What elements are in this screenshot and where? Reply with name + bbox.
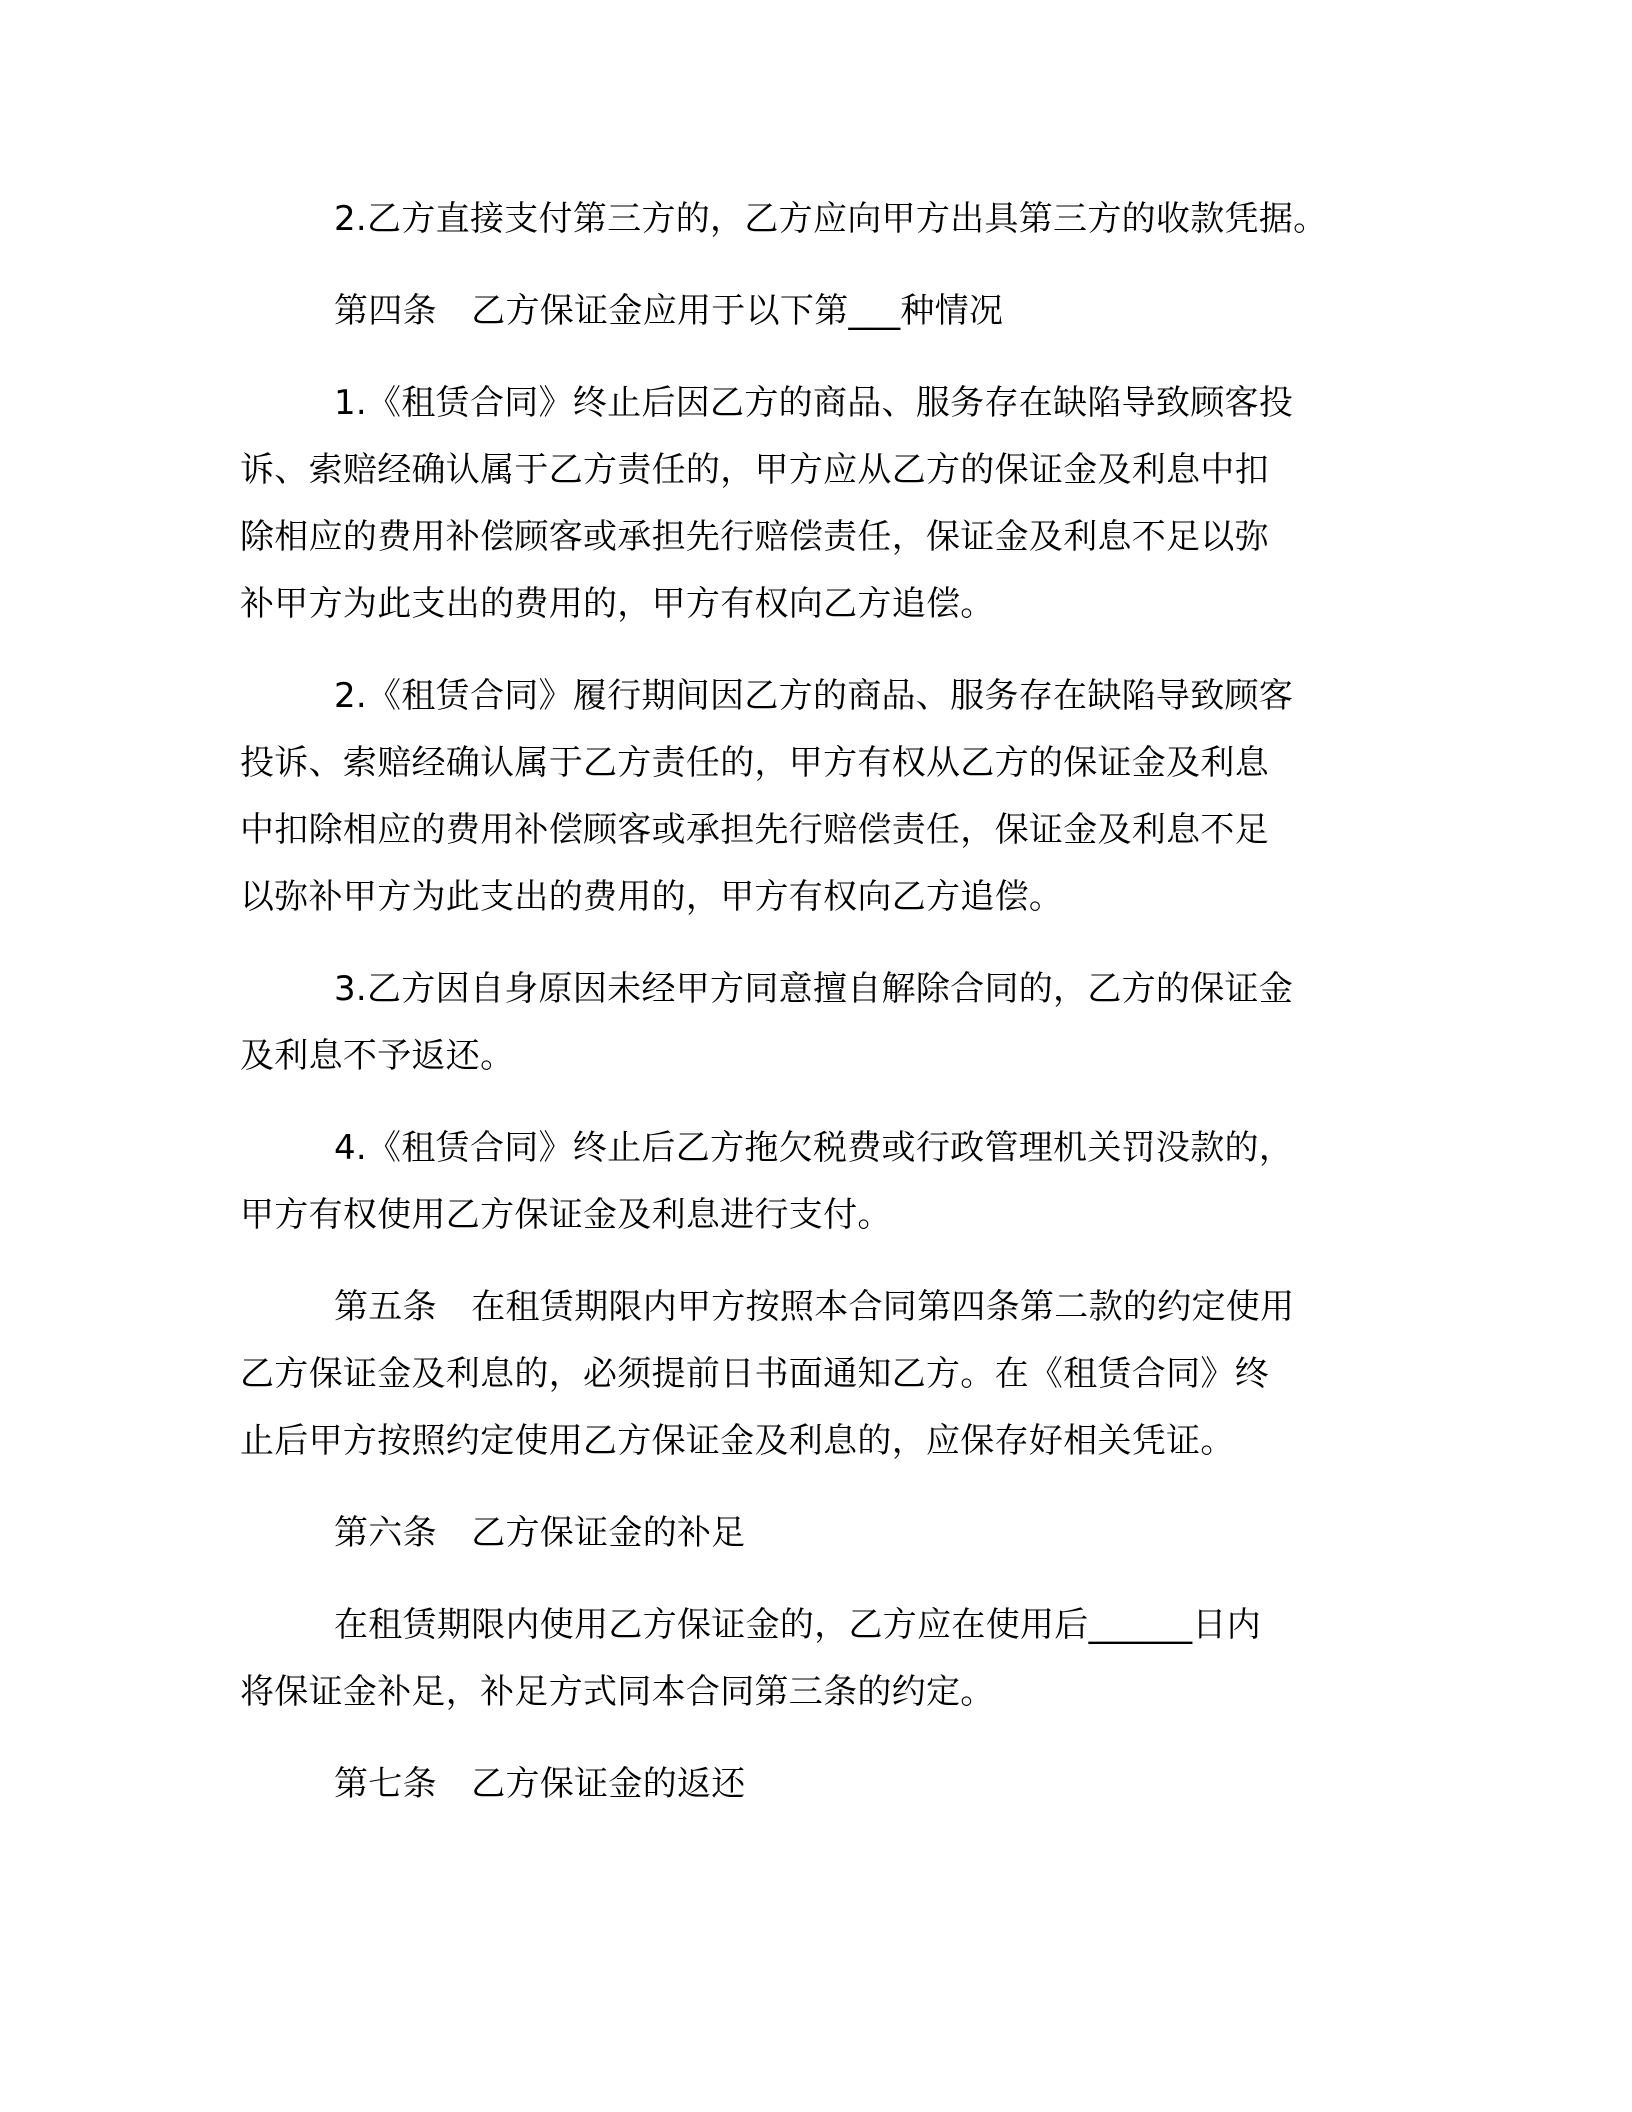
paragraph-article-4-item-3 — [240, 956, 1380, 1090]
text-line: 在租赁期限内使用乙方保证金的，乙方应在使用后______日内 — [334, 1605, 1261, 1645]
text-line: 除相应的费用补偿顾客或承担先行赔偿责任，保证金及利息不足以弥 — [240, 517, 1269, 557]
text-line: 第四条 乙方保证金应用于以下第___种情况 — [334, 291, 1004, 331]
text-line: 诉、索赔经确认属于乙方责任的，甲方应从乙方的保证金及利息中扣 — [240, 450, 1269, 490]
paragraph-article-7-heading — [240, 1751, 1380, 1818]
text-line: 1.《租赁合同》终止后因乙方的商品、服务存在缺陷导致顾客投 — [334, 383, 1294, 423]
paragraph-article-4-item-2 — [240, 663, 1380, 931]
text-line: 补甲方为此支出的费用的，甲方有权向乙方追偿。 — [240, 584, 995, 624]
text-line: 2.《租赁合同》履行期间因乙方的商品、服务存在缺陷导致顾客 — [334, 676, 1294, 716]
text-line: 第七条 乙方保证金的返还 — [334, 1764, 746, 1804]
paragraph-article-5 — [240, 1274, 1380, 1475]
paragraph-article-6-body — [240, 1592, 1380, 1726]
text-line: 及利息不予返还。 — [240, 1036, 515, 1076]
text-line: 2.乙方直接支付第三方的，乙方应向甲方出具第三方的收款凭据。 — [334, 199, 1328, 239]
text-line: 第六条 乙方保证金的补足 — [334, 1513, 746, 1553]
text-line: 将保证金补足，补足方式同本合同第三条的约定。 — [240, 1672, 995, 1712]
paragraph-article-4-item-4 — [240, 1115, 1380, 1249]
paragraph-article-4-heading — [240, 278, 1380, 345]
paragraph-article-6-heading — [240, 1500, 1380, 1567]
text-line: 乙方保证金及利息的，必须提前日书面通知乙方。在《租赁合同》终 — [240, 1354, 1269, 1394]
text-line: 投诉、索赔经确认属于乙方责任的，甲方有权从乙方的保证金及利息 — [240, 743, 1269, 783]
document-body — [240, 186, 1380, 1843]
paragraph-clause-3-item-2 — [240, 186, 1380, 253]
text-line: 甲方有权使用乙方保证金及利息进行支付。 — [240, 1195, 892, 1235]
text-line: 3.乙方因自身原因未经甲方同意擅自解除合同的，乙方的保证金 — [334, 969, 1294, 1009]
text-line: 第五条 在租赁期限内甲方按照本合同第四条第二款的约定使用 — [334, 1287, 1295, 1327]
text-line: 止后甲方按照约定使用乙方保证金及利息的，应保存好相关凭证。 — [240, 1421, 1235, 1461]
text-line: 4.《租赁合同》终止后乙方拖欠税费或行政管理机关罚没款的， — [334, 1128, 1294, 1168]
text-line: 以弥补甲方为此支出的费用的，甲方有权向乙方追偿。 — [240, 877, 1064, 917]
text-line: 中扣除相应的费用补偿顾客或承担先行赔偿责任，保证金及利息不足 — [240, 810, 1269, 850]
paragraph-article-4-item-1 — [240, 370, 1380, 638]
